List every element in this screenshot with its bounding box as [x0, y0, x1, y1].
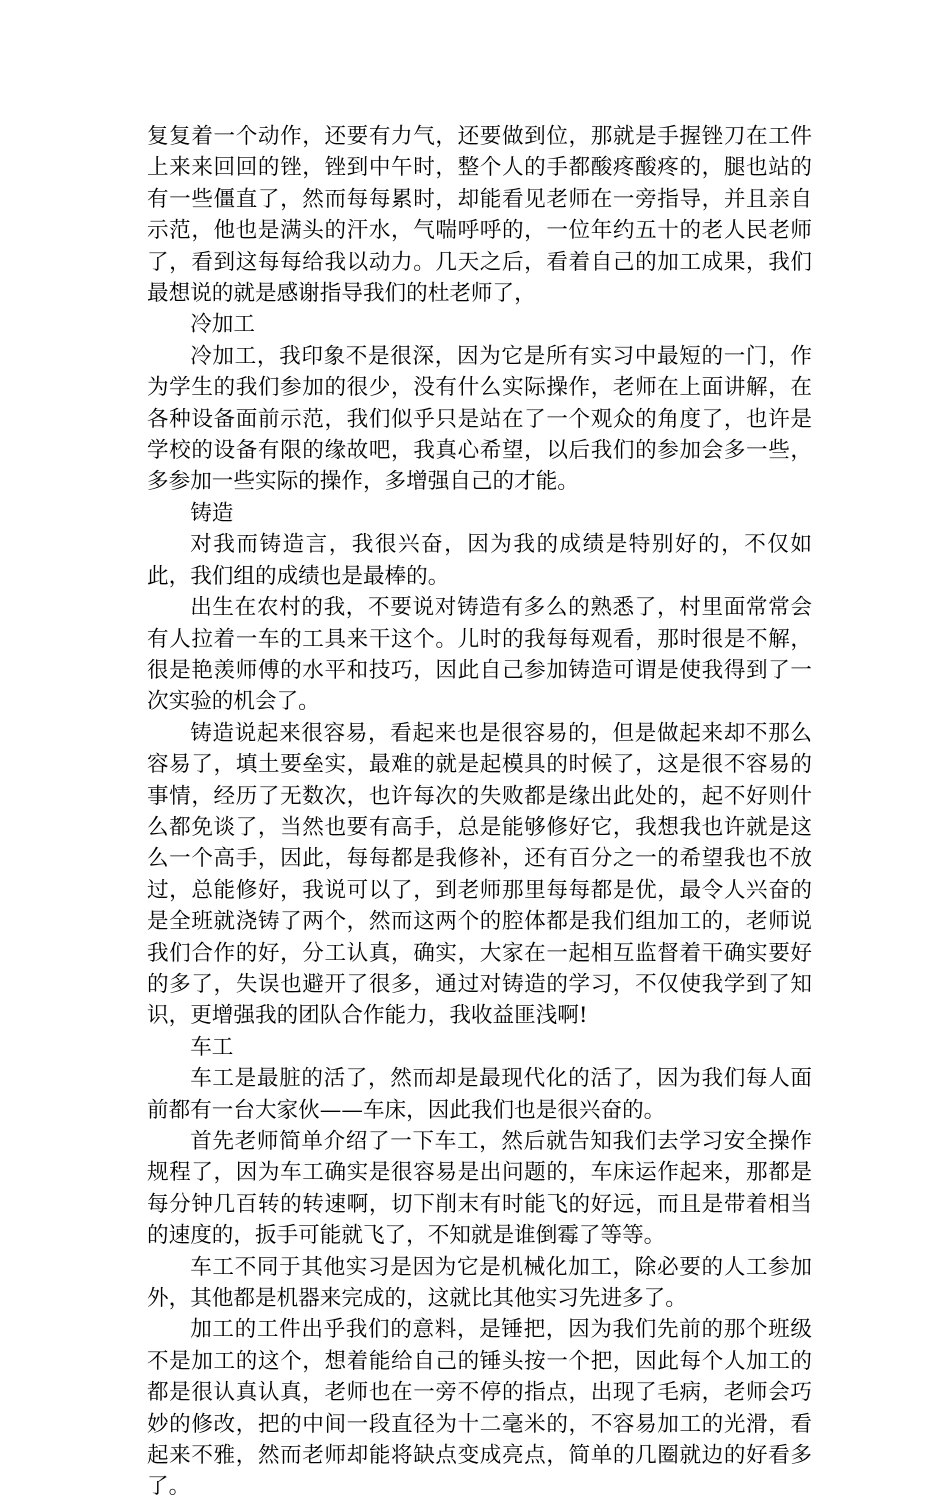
- section-heading-cold-processing: 冷加工: [190, 312, 255, 338]
- paragraph-turning-intro: 车工是最脏的活了，然而却是最现代化的活了，因为我们每人面前都有一台大家伙——车床，因此我们也是很兴奋的。: [147, 1066, 812, 1123]
- paragraph-turning-mechanized: 车工不同于其他实习是因为它是机械化加工，除必要的人工参加外，其他都是机器来完成的，这就比其他实习先进多了。: [147, 1254, 812, 1312]
- paragraph-casting-intro: 对我而铸造言，我很兴奋，因为我的成绩是特别好的，不仅如此，我们组的成绩也是最棒的。: [147, 532, 812, 589]
- paragraph-turning-safety: 首先老师简单介绍了一下车工，然后就告知我们去学习安全操作规程了，因为车工确实是很容易是出问题的，车床运作起来，那都是每分钟几百转的转速啊，切下削末有时能飞的好远，而且是带着相当的速度的，扳手可能就飞了，不知就是谁倒霉了等等。: [147, 1129, 812, 1249]
- paragraph-casting-background: 出生在农村的我，不要说对铸造有多么的熟悉了，村里面常常会有人拉着一车的工具来干这个。儿时的我每每观看，那时很是不解，很是艳羡师傅的水平和技巧，因此自己参加铸造可谓是使我得到了一次实验的机会了。: [147, 595, 812, 715]
- paragraph-turning-workpiece: 加工的工件出乎我们的意料，是锤把，因为我们先前的那个班级不是加工的这个，想着能给自己的锤头按一个把，因此每个人加工的都是很认真认真，老师也在一旁不停的指点，出现了毛病，老师会巧妙的修改，把的中间一段直径为十二毫米的，不容易加工的光滑，看起来不雅，然而老师却能将缺点变成亮点，简单的几圈就边的好看多了。: [147, 1317, 812, 1500]
- document-body: [147, 121, 812, 1503]
- paragraph-casting-experience: 铸造说起来很容易，看起来也是很容易的，但是做起来却不那么容易了，填土要垒实，最难的就是起模具的时候了，这是很不容易的事情，经历了无数次，也许每次的失败都是缘出此处的，起不好则什么都免谈了，当然也要有高手，总是能够修好它，我想我也许就是这么一个高手，因此，每每都是我修补，还有百分之一的希望我也不放过，总能修好，我说可以了，到老师那里每每都是优，最令人兴奋的是全班就浇铸了两个，然而这两个的腔体都是我们组加工的，老师说我们合作的好，分工认真，确实，大家在一起相互监督着干确实要好的多了，失误也避开了很多，通过对铸造的学习，不仅使我学到了知识，更增强我的团队合作能力，我收益匪浅啊!: [147, 720, 812, 1029]
- paragraph-cold-processing: 冷加工，我印象不是很深，因为它是所有实习中最短的一门，作为学生的我们参加的很少，没有什么实际操作，老师在上面讲解，在各种设备面前示范，我们似乎只是站在了一个观众的角度了，也许是学校的设备有限的缘故吧，我真心希望，以后我们的参加会多一些，多参加一些实际的操作，多增强自己的才能。: [147, 343, 812, 495]
- section-heading-turning: 车工: [190, 1034, 234, 1060]
- paragraph-continuation: 复复着一个动作，还要有力气，还要做到位，那就是手握锉刀在工件上来来回回的锉，锉到中午时，整个人的手都酸疼酸疼的，腿也站的有一些僵直了，然而每每累时，却能看见老师在一旁指导，并且亲自示范，他也是满头的汗水，气喘呼呼的，一位年约五十的老人民老师了，看到这每每给我以动力。几天之后，看着自己的加工成果，我们最想说的就是感谢指导我们的杜老师了，: [147, 124, 812, 307]
- section-heading-casting: 铸造: [190, 500, 234, 526]
